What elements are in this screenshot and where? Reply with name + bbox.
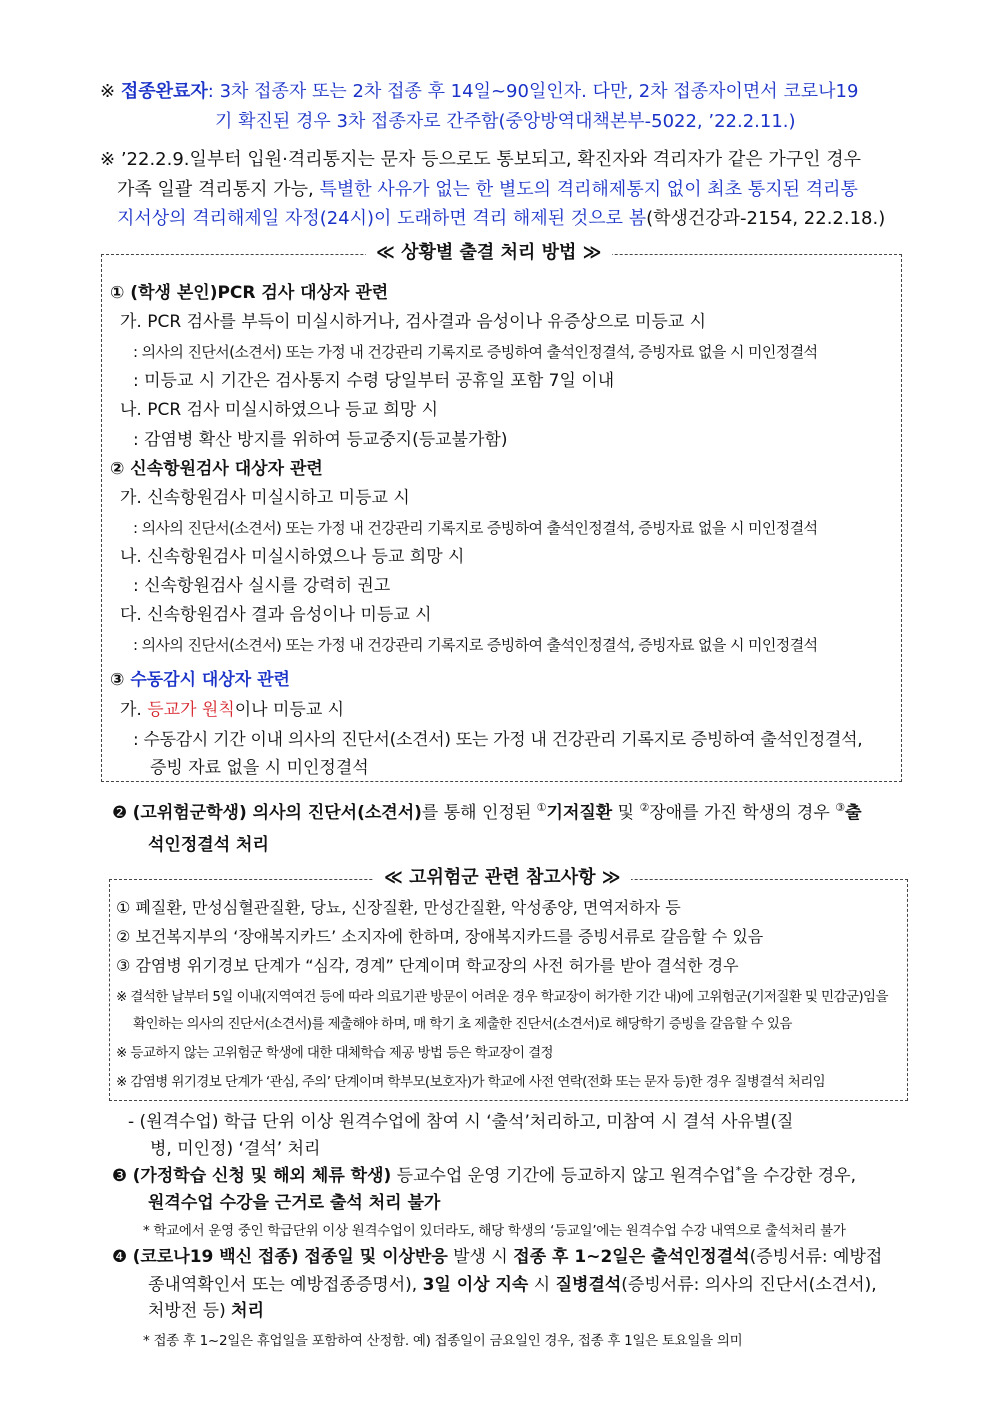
item-4-bold-1: (코로나19 백신 접종) 접종일 및 이상반응 [132,1247,448,1267]
item-2-sup-1: ① [536,801,547,814]
item-4-footnote: * 접종 후 1~2일은 휴업일을 포함하여 산정함. 예) 접종일이 금요일인 경우, 접종 후 1일은 토요일을 의미 [143,1333,743,1349]
item-4-text-2: (증빙서류: 예방접 [749,1247,883,1267]
s1-item-b: 나. PCR 검사 미실시하였으나 등교 희망 시 [120,400,439,420]
item-4-l2c: 시 [528,1275,556,1295]
note-2-line-3 [117,207,885,231]
s3-item-a1: : 수동감시 기간 이내 의사의 진단서(소견서) 또는 가정 내 건강관리 기록지로 증빙하여 출석인정결석, [133,730,863,750]
note-mark: ※ [100,149,116,170]
item-4-num: ❹ [112,1247,128,1267]
note-mark: ※ [100,81,116,102]
item-2-bold-2: 기저질환 [546,803,613,823]
item-2-sup-2: ② [639,801,650,814]
s3-a-red: 등교가 원칙 [147,700,235,720]
item-2-bold-3: 출 [845,803,862,823]
item-4-line-3 [148,1300,264,1322]
s3-heading-text: 수동감시 대상자 관련 [130,670,290,690]
item-2-text-2: 및 [612,803,640,823]
item-2-line-2: 석인정결석 처리 [148,835,269,855]
note-1-line-1 [100,80,858,104]
risk-item-3: ③ 감염병 위기경보 단계가 “심각, 경계” 단계이며 학교장의 사전 허가를 받아 결석한 경우 [116,956,739,975]
risk-box-title: ≪ 고위험군 관련 참고사항 ≫ [374,866,631,890]
s1-heading: ① (학생 본인)PCR 검사 대상자 관련 [110,283,389,303]
risk-note-1a: ※ 결석한 날부터 5일 이내(지역여건 등에 따라 의료기관 방문이 어려운 경우 학교장이 허가한 기간 내)에 고위험군(기저질환 및 민감군)임을 [116,989,888,1005]
item-2-line-1 [112,802,862,824]
item-4-bold-2: 접종 후 1~2일은 출석인정결석 [513,1247,750,1267]
risk-note-3: ※ 감염병 위기경보 단계가 ‘관심, 주의’ 단계이며 학부모(보호자)가 학교에 사전 연락(전화 또는 문자 등)한 경우 질병결석 처리임 [116,1074,826,1090]
s1-item-a1: : 의사의 진단서(소견서) 또는 가정 내 건강관리 기록지로 증빙하여 출석인정결석, 증빙자료 없을 시 미인정결석 [133,343,818,361]
s1-item-a: 가. PCR 검사를 부득이 미실시하거나, 검사결과 음성이나 유증상으로 미등교 시 [120,312,707,332]
s3-a-prefix: 가. [120,700,148,720]
item-2-num: ❷ [112,803,128,823]
s2-item-b1: : 신속항원검사 실시를 강력히 권고 [133,576,391,596]
item-4-l2d: 질병결석 [555,1275,622,1295]
item-4-l3a: 처방전 등) [148,1301,232,1321]
item-3-line-1 [112,1165,856,1187]
item-2-sup-3: ③ [835,801,846,814]
note-2-line-2 [117,178,858,202]
situation-box-title: ≪ 상황별 출결 처리 방법 ≫ [366,241,612,265]
remote-line-1: - (원격수업) 학급 단위 이상 원격수업에 참여 시 ‘출석’처리하고, 미참여 시 결석 사유별(질 [128,1112,794,1132]
s2-item-c: 다. 신속항원검사 결과 음성이나 미등교 시 [120,605,432,625]
note-2-text: ’22.2.9.일부터 입원·격리통지는 문자 등으로도 통보되고, 확진자와 격리자가 같은 가구인 경우 [120,149,862,170]
s3-num: ③ [110,670,125,690]
s2-item-a1: : 의사의 진단서(소견서) 또는 가정 내 건강관리 기록지로 증빙하여 출석인정결석, 증빙자료 없을 시 미인정결석 [133,519,818,537]
item-3-num: ❸ [112,1166,128,1186]
s2-heading: ② 신속항원검사 대상자 관련 [110,459,323,479]
s3-item-a2: 증빙 자료 없을 시 미인정결석 [150,758,369,778]
item-4-text-1: 발생 시 [447,1247,514,1267]
item-3-text: 등교수업 운영 기간에 등교하지 않고 원격수업 [391,1166,736,1186]
item-3-sup: * [735,1164,742,1177]
remote-line-2: 병, 미인정) ‘결석’ 처리 [150,1139,321,1159]
note-1-text: : 3차 접종자 또는 2차 접종 후 14일~90일인자. 다만, 2차 접종자이면서 코로나19 [207,81,859,102]
s3-heading [110,669,290,691]
s2-item-b: 나. 신속항원검사 미실시하였으나 등교 희망 시 [120,547,465,567]
note-1-line-2: 기 확진된 경우 3차 접종자로 간주함(중앙방역대책본부-5022, ’22.2.11.) [215,111,796,132]
item-2-bold: (고위험군학생) 의사의 진단서(소견서) [132,803,422,823]
note-2-line-2-black: 가족 일괄 격리통지 가능, [117,179,320,200]
item-4-l2e: (증빙서류: 의사의 진단서(소견서), [621,1275,877,1295]
risk-item-2: ② 보건복지부의 ‘장애복지카드’ 소지자에 한하며, 장애복지카드를 증빙서류로 갈음할 수 있음 [116,927,764,946]
item-4-line-2 [148,1274,877,1296]
item-4-l3b: 처리 [231,1301,264,1321]
item-3-bold: (가정학습 신청 및 해외 체류 학생) [132,1166,392,1186]
item-2-text: 를 통해 인정된 [421,803,537,823]
risk-note-2: ※ 등교하지 않는 고위험군 학생에 대한 대체학습 제공 방법 등은 학교장이 결정 [116,1045,553,1061]
item-3-text-b: 을 수강한 경우, [741,1166,856,1186]
item-4-line-1 [112,1246,882,1268]
item-4-l2b: 3일 이상 지속 [422,1275,529,1295]
note-1-bold: 접종완료자 [120,81,208,102]
risk-note-1b: 확인하는 의사의 진단서(소견서)를 제출해야 하며, 매 학기 초 제출한 진단서(소견서)로 해당학기 증빙을 갈음할 수 있음 [133,1016,792,1032]
note-2-line-1 [100,148,861,172]
item-3-footnote: * 학교에서 운영 중인 학급단위 이상 원격수업이 있더라도, 해당 학생의 ‘등교일’에는 원격수업 수강 내역으로 출석처리 불가 [143,1223,846,1239]
item-2-text-3: 장애를 가진 학생의 경우 [649,803,836,823]
s1-item-b1: : 감염병 확산 방지를 위하여 등교중지(등교불가함) [133,430,508,450]
s3-a-suffix: 이나 미등교 시 [234,700,345,720]
note-2-line-2-blue: 특별한 사유가 없는 한 별도의 격리해제통지 없이 최초 통지된 격리통 [319,179,858,200]
risk-item-1: ① 폐질환, 만성심혈관질환, 당뇨, 신장질환, 만성간질환, 악성종양, 면역저하자 등 [116,898,681,917]
note-2-line-3-blue: 지서상의 격리해제일 자정(24시)이 도래하면 격리 해제된 것으로 봄 [117,208,647,229]
s2-item-a: 가. 신속항원검사 미실시하고 미등교 시 [120,488,410,508]
s3-item-a [120,699,344,721]
s1-item-a2: : 미등교 시 기간은 검사통지 수령 당일부터 공휴일 포함 7일 이내 [133,371,615,391]
note-2-line-3-black: (학생건강과-2154, 22.2.18.) [646,208,886,229]
s2-item-c1: : 의사의 진단서(소견서) 또는 가정 내 건강관리 기록지로 증빙하여 출석인정결석, 증빙자료 없을 시 미인정결석 [133,636,818,654]
item-4-l2a: 종내역확인서 또는 예방접종증명서), [148,1275,423,1295]
item-3-line-2: 원격수업 수강을 근거로 출석 처리 불가 [148,1193,441,1213]
